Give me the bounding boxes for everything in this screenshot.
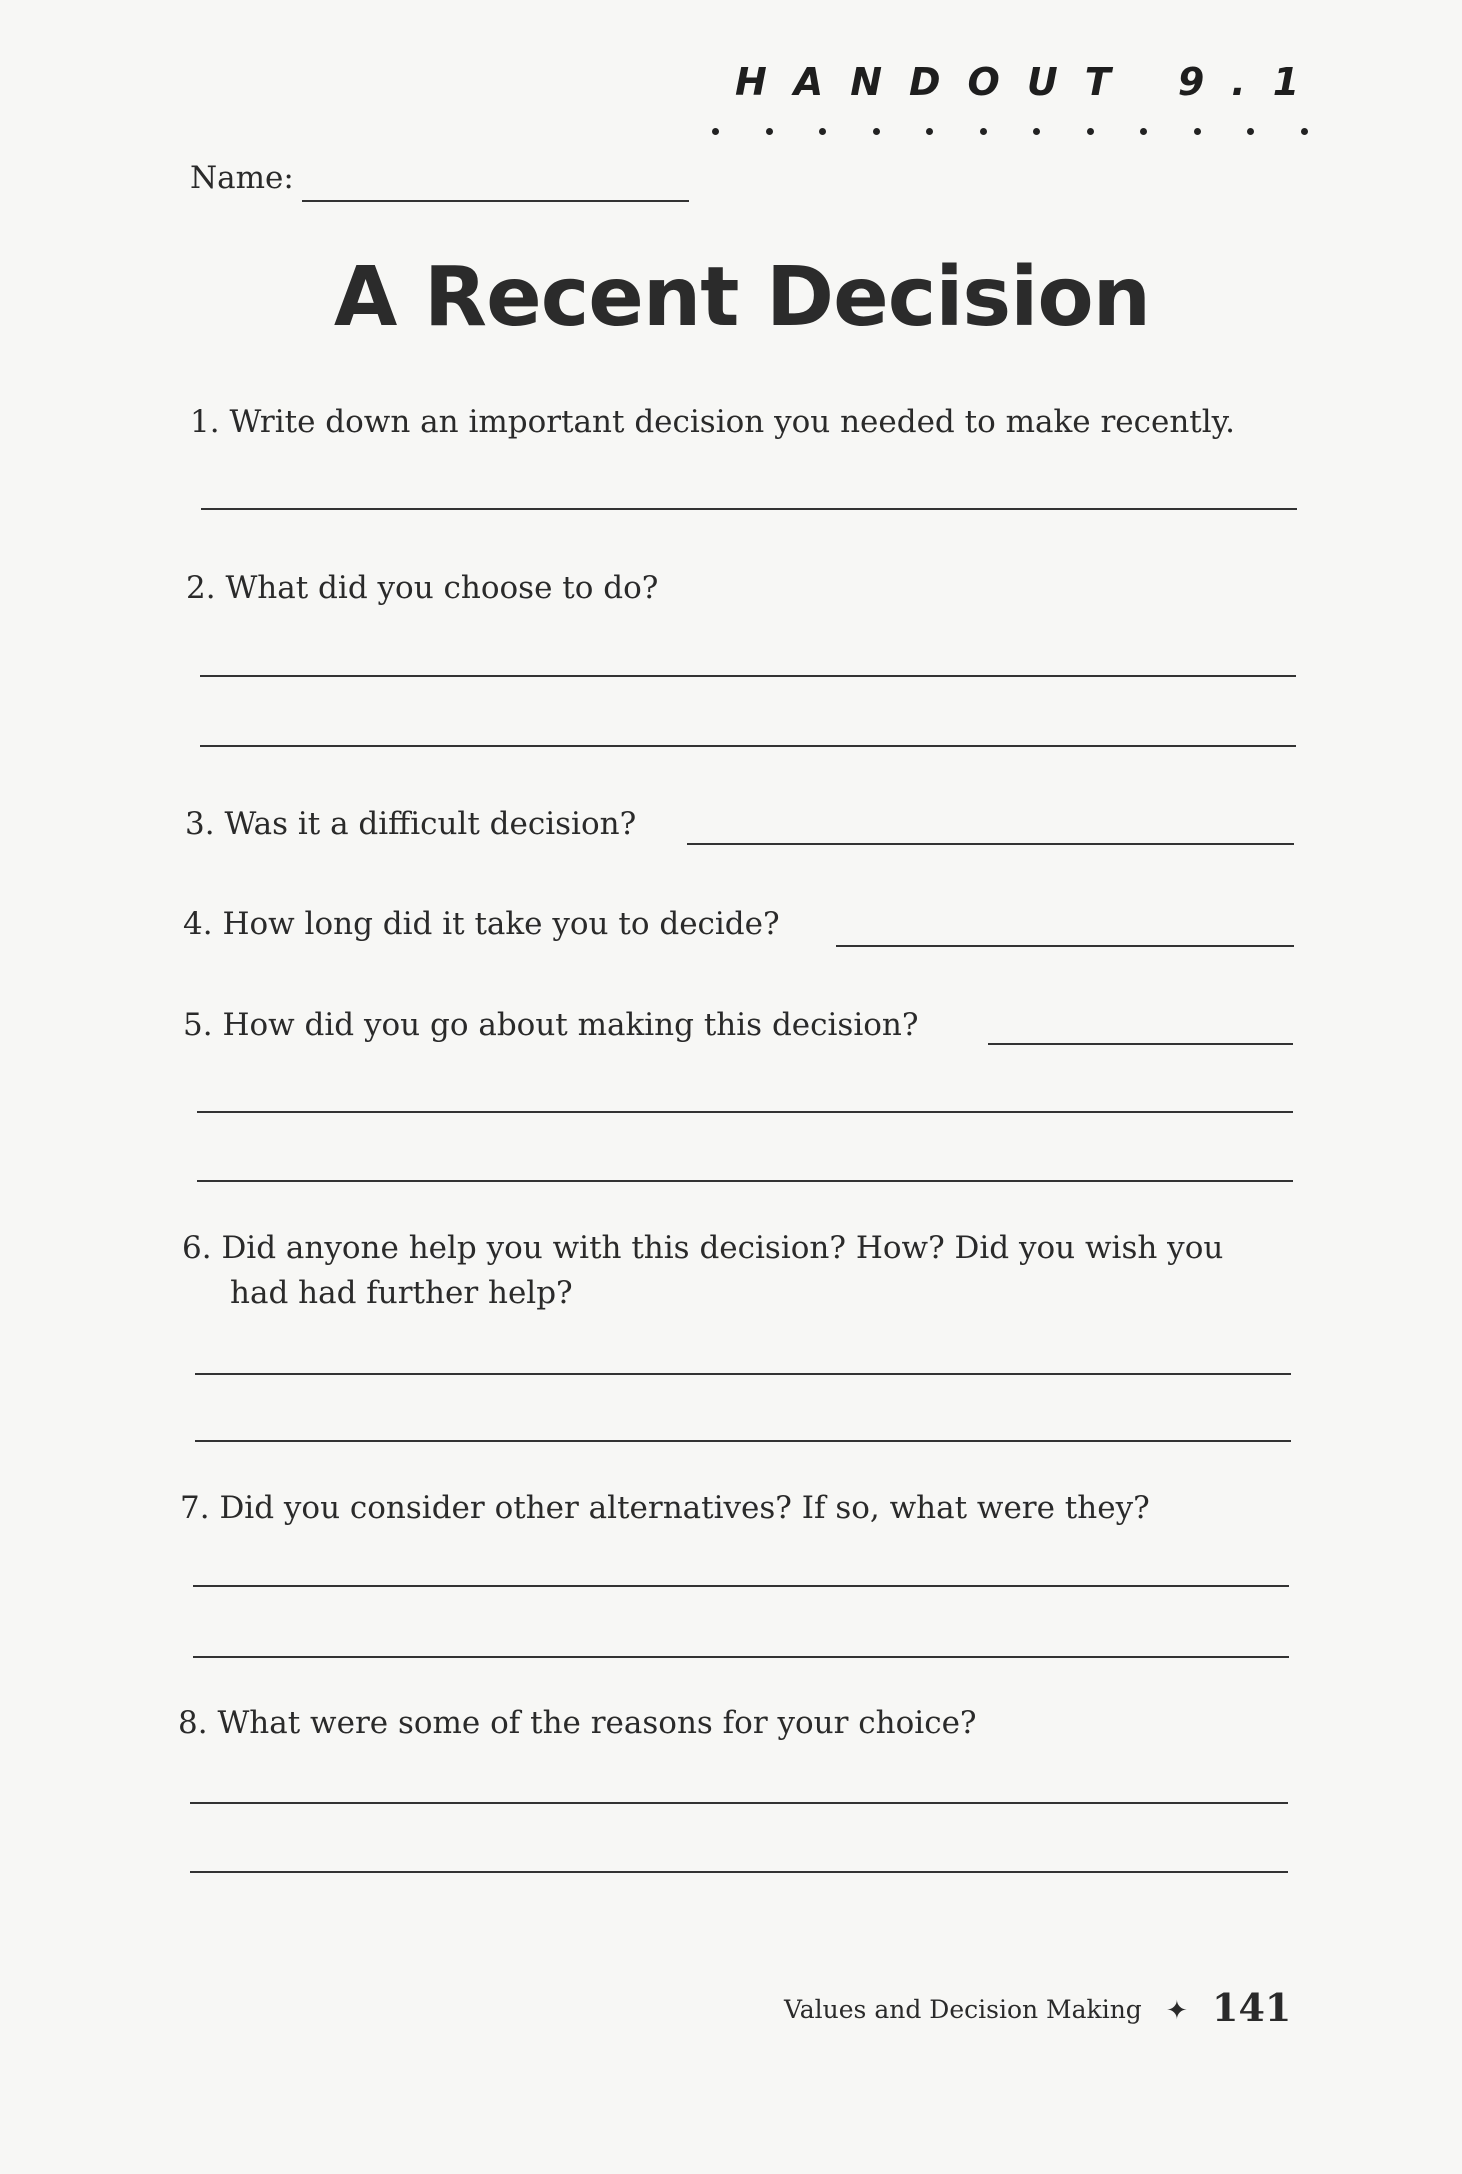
question-6: 6. Did anyone help you with this decision? How? Did you wish you (182, 1230, 1224, 1266)
answer-line-8b[interactable] (190, 1871, 1288, 1873)
page-number: 141 (1212, 1985, 1292, 2030)
name-field[interactable] (302, 200, 689, 202)
answer-line-2b[interactable] (200, 745, 1296, 747)
question-4: 4. How long did it take you to decide? (183, 906, 780, 942)
answer-line-8a[interactable] (190, 1802, 1288, 1804)
answer-line-7b[interactable] (193, 1656, 1289, 1658)
question-6-continued: had had further help? (230, 1275, 573, 1311)
diamond-icon: ✦ (1166, 1996, 1188, 2026)
question-7: 7. Did you consider other alternatives? If so, what were they? (180, 1490, 1150, 1526)
question-5: 5. How did you go about making this decision? (183, 1007, 919, 1043)
question-8: 8. What were some of the reasons for your choice? (178, 1705, 977, 1741)
question-3: 3. Was it a difficult decision? (185, 806, 637, 842)
answer-line-4[interactable] (836, 945, 1294, 947)
question-2: 2. What did you choose to do? (186, 570, 659, 606)
answer-line-7a[interactable] (193, 1585, 1289, 1587)
name-label: Name: (190, 160, 294, 196)
answer-line-5c[interactable] (197, 1180, 1293, 1182)
answer-line-5a[interactable] (988, 1043, 1293, 1045)
answer-line-6a[interactable] (195, 1373, 1291, 1375)
page-title: A Recent Decision (333, 250, 1151, 345)
question-1: 1. Write down an important decision you needed to make recently. (190, 404, 1235, 440)
answer-line-2a[interactable] (200, 675, 1296, 677)
dotted-divider (712, 128, 1308, 135)
answer-line-1[interactable] (201, 508, 1297, 510)
answer-line-5b[interactable] (197, 1111, 1293, 1113)
handout-label: HANDOUT 9.1 (735, 60, 1327, 104)
footer-book-title: Values and Decision Making (784, 1995, 1142, 2024)
answer-line-6b[interactable] (195, 1440, 1291, 1442)
answer-line-3[interactable] (687, 843, 1294, 845)
